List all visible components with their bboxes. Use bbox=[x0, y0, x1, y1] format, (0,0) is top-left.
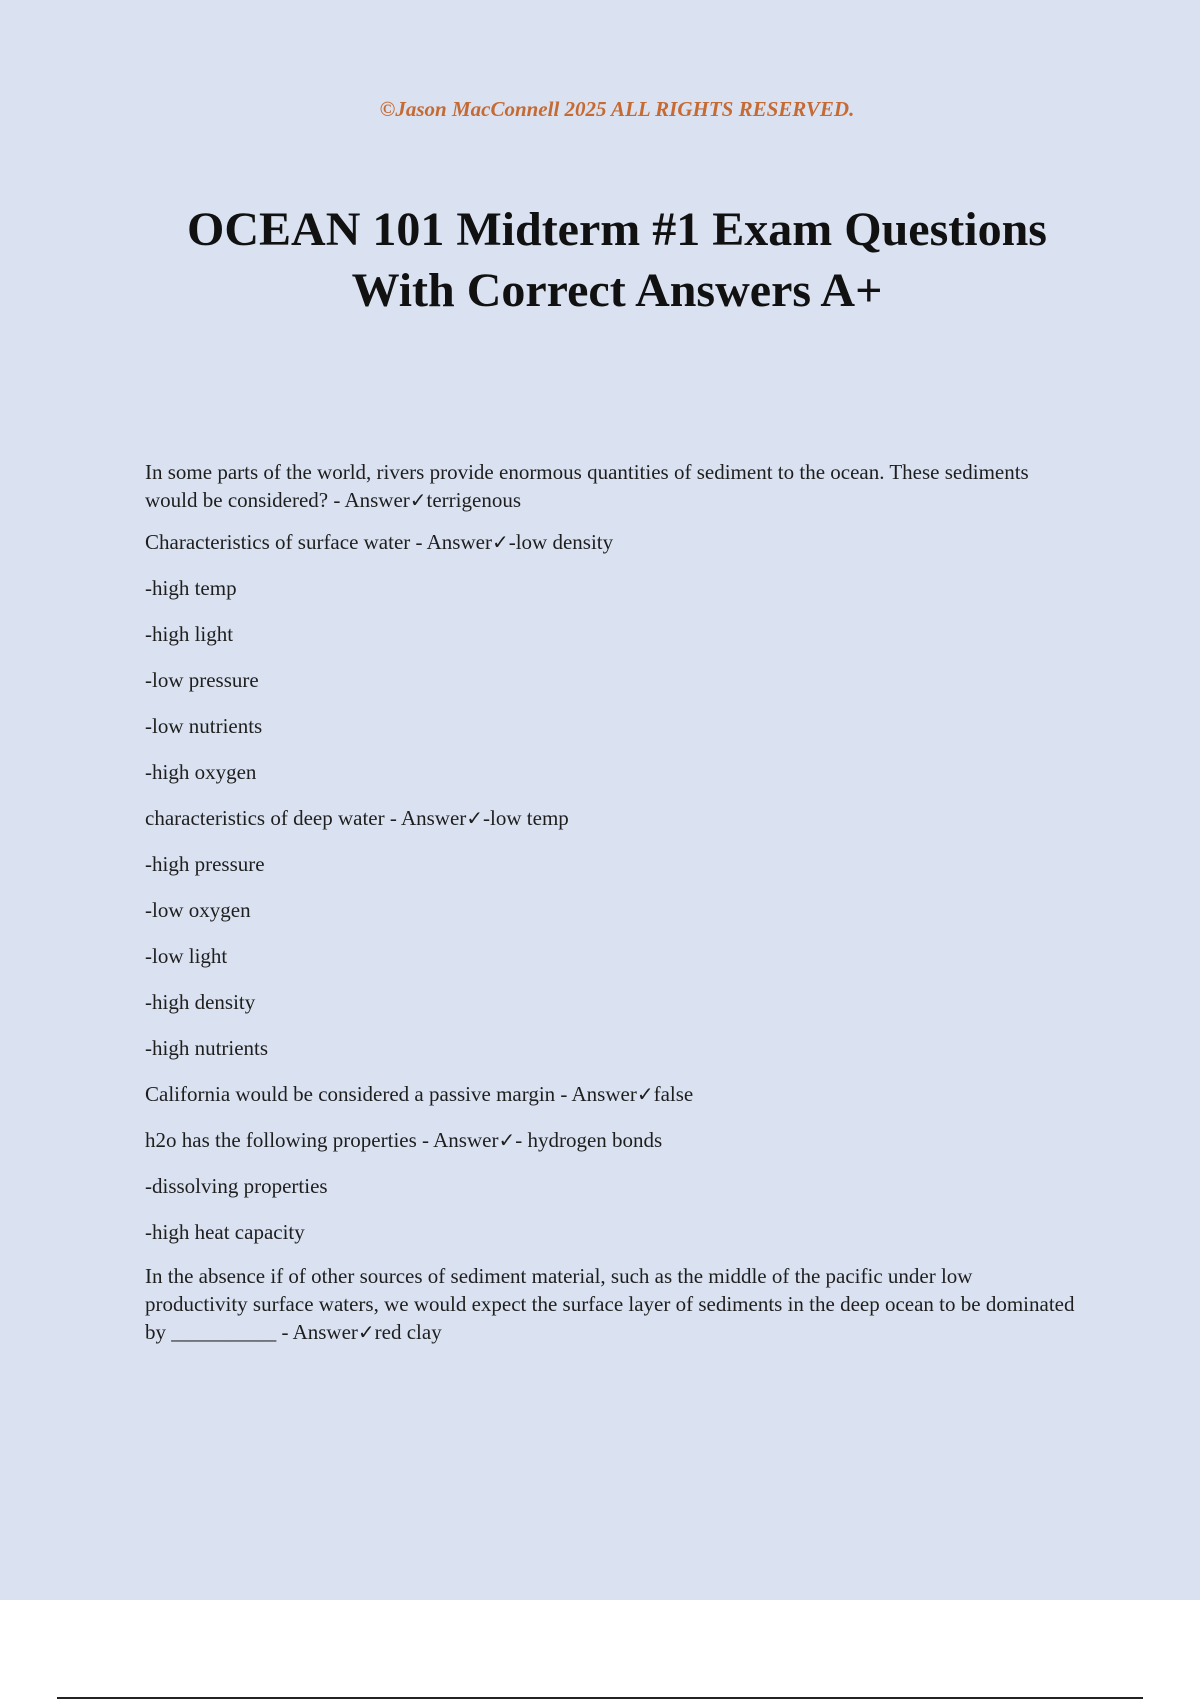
answer-text: - hydrogen bonds bbox=[515, 1128, 663, 1152]
checkmark-icon: ✓ bbox=[466, 806, 484, 830]
qa-item bbox=[145, 458, 1075, 514]
answer-text: red clay bbox=[374, 1320, 442, 1344]
qa-item bbox=[145, 1126, 1075, 1154]
qa-list bbox=[145, 458, 1075, 1346]
answer-line: -dissolving properties bbox=[145, 1174, 328, 1198]
answer-line: -high temp bbox=[145, 576, 237, 600]
checkmark-icon: ✓ bbox=[491, 530, 509, 554]
answer-marker: - Answer bbox=[415, 530, 492, 554]
checkmark-icon: ✓ bbox=[636, 1082, 654, 1106]
answer-line: -high oxygen bbox=[145, 760, 257, 784]
answer-text: terrigenous bbox=[426, 488, 522, 512]
answer-line: -high heat capacity bbox=[145, 1220, 305, 1244]
question-text: California would be considered a passive margin bbox=[145, 1082, 556, 1106]
answer-marker: - Answer bbox=[333, 488, 410, 512]
answer-text: -low temp bbox=[483, 806, 569, 830]
title-line: OCEAN 101 Midterm #1 Exam Questions bbox=[187, 203, 1047, 256]
question-text: Characteristics of surface water bbox=[145, 530, 411, 554]
answer-line: -high pressure bbox=[145, 852, 265, 876]
qa-item bbox=[145, 528, 1075, 556]
question-text: h2o has the following properties bbox=[145, 1128, 417, 1152]
answer-text: -low density bbox=[508, 530, 614, 554]
answer-marker: - Answer bbox=[281, 1320, 358, 1344]
answer-marker: - Answer bbox=[422, 1128, 499, 1152]
question-text: In some parts of the world, rivers provide enormous quantities of sediment to the ocean. These sediments would be considered? bbox=[145, 460, 1029, 512]
checkmark-icon: ✓ bbox=[409, 488, 427, 512]
copyright-notice: ©Jason MacConnell 2025 ALL RIGHTS RESERVED. bbox=[379, 97, 855, 121]
title-line: With Correct Answers A+ bbox=[351, 264, 883, 317]
question-text: characteristics of deep water bbox=[145, 806, 385, 830]
document-title bbox=[0, 199, 1200, 321]
answer-line: -low oxygen bbox=[145, 898, 251, 922]
answer-line: -low light bbox=[145, 944, 228, 968]
answer-marker: - Answer bbox=[389, 806, 467, 830]
qa-item bbox=[145, 1080, 1075, 1108]
checkmark-icon: ✓ bbox=[498, 1128, 516, 1152]
answer-text: false bbox=[653, 1082, 694, 1106]
answer-line: -high nutrients bbox=[145, 1036, 269, 1060]
answer-marker: - Answer bbox=[560, 1082, 637, 1106]
footer-divider bbox=[57, 1697, 1143, 1699]
question-text: In the absence if of other sources of sediment material, such as the middle of the pacific under low productivity surface waters, we would expect the surface layer of sediments in the deep ocean to be dominated by __________ bbox=[145, 1264, 1075, 1344]
qa-item bbox=[145, 1262, 1075, 1346]
answer-line: -high light bbox=[145, 622, 234, 646]
answer-line: -low nutrients bbox=[145, 714, 263, 738]
qa-item bbox=[145, 804, 1075, 832]
answer-line: -high density bbox=[145, 990, 256, 1014]
answer-line: -low pressure bbox=[145, 668, 259, 692]
checkmark-icon: ✓ bbox=[357, 1320, 375, 1344]
